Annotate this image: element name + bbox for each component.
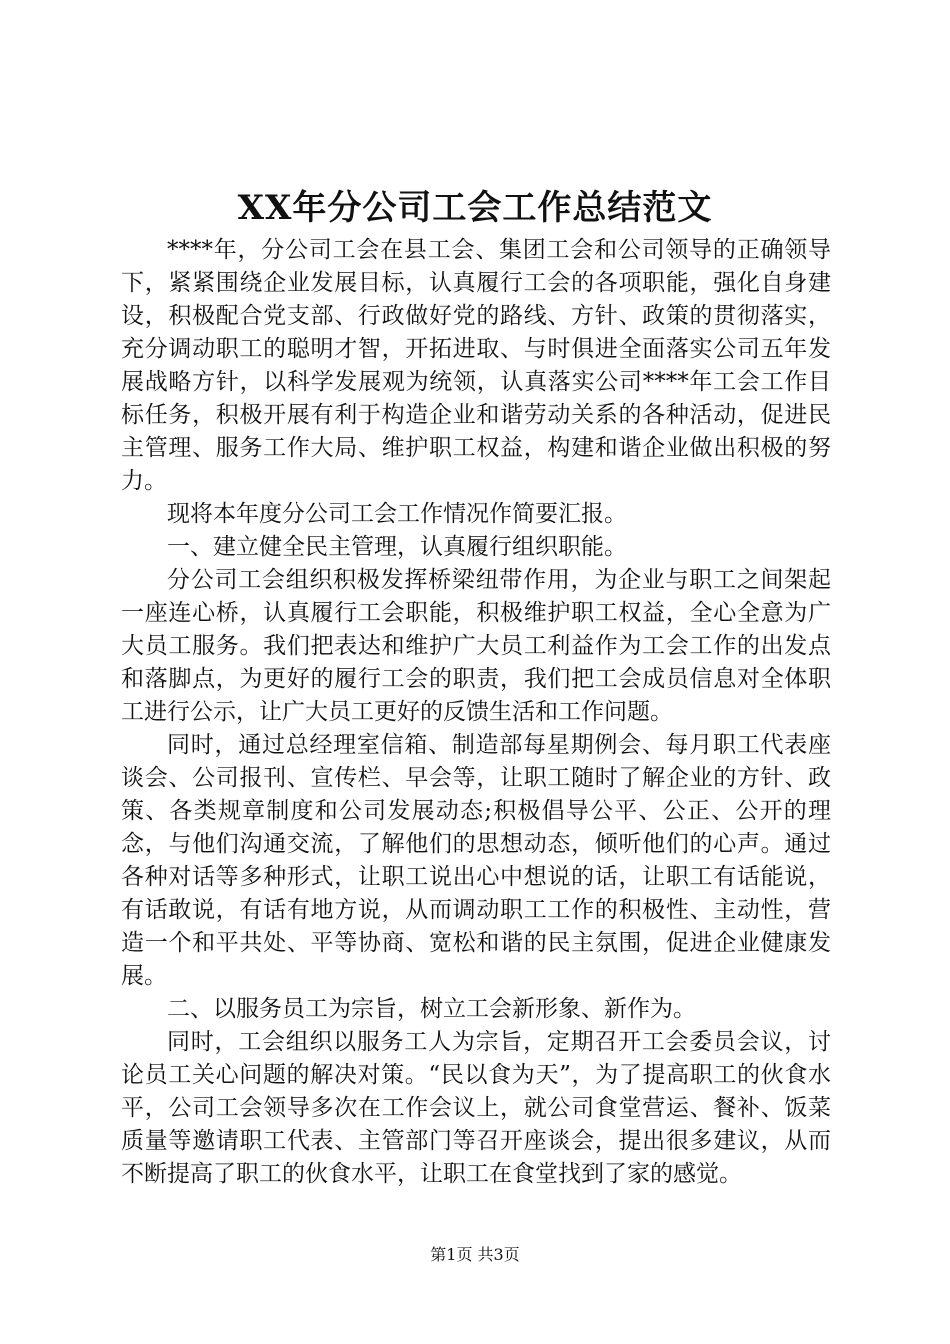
document-body: [121, 234, 831, 1191]
paragraph-section-1-b: 同时，通过总经理室信箱、制造部每星期例会、每月职工代表座谈会、公司报刊、宣传栏、早会等，让职工随时了解企业的方针、政策、各类规章制度和公司发展动态;积极倡导公平、公正、公开的理念，与他们沟通交流，了解他们的思想动态，倾听他们的心声。通过各种对话等多种形式，让职工说出心中想说的话，让职工有话能说，有话敢说，有话有地方说，从而调动职工工作的积极性、主动性，营造一个和平共处、平等协商、宽松和谐的民主氛围，促进企业健康发展。: [121, 732, 831, 989]
section-heading-2: 二、以服务员工为宗旨，树立工会新形象、新作为。: [167, 996, 696, 1022]
document-title: XX年分公司工会工作总结范文: [237, 188, 713, 228]
paragraph-summary-lead: 现将本年度分公司工会工作情况作简要汇报。: [167, 501, 627, 527]
paragraph-intro: ****年，分公司工会在县工会、集团工会和公司领导的正确领导下，紧紧围绕企业发展目标，认真履行工会的各项职能，强化自身建设，积极配合党支部、行政做好党的路线、方针、政策的贯彻落实，充分调动职工的聪明才智，开拓进取、与时俱进全面落实公司五年发展战略方针，以科学发展观为统领，认真落实公司****年工会工作目标任务，积极开展有利于构造企业和谐劳动关系的各种活动，促进民主管理、服务工作大局、维护职工权益，构建和谐企业做出积极的努力。: [121, 237, 831, 494]
paragraph-section-1-a: 分公司工会组织积极发挥桥梁纽带作用，为企业与职工之间架起一座连心桥，认真履行工会职能，积极维护职工权益，全心全意为广大员工服务。我们把表达和维护广大员工利益作为工会工作的出发点和落脚点，为更好的履行工会的职责，我们把工会成员信息对全体职工进行公示，让广大员工更好的反馈生活和工作问题。: [121, 567, 831, 725]
paragraph-section-2-a: 同时，工会组织以服务工人为宗旨，定期召开工会委员会议，讨论员工关心问题的解决对策。“民以食为天”，为了提高职工的伙食水平，公司工会领导多次在工作会议上，就公司食堂营运、餐补、饭菜质量等邀请职工代表、主管部门等召开座谈会，提出很多建议，从而不断提高了职工的伙食水平，让职工在食堂找到了家的感觉。: [121, 1029, 831, 1187]
page-footer: 第1页 共3页: [430, 1245, 520, 1264]
section-heading-1: 一、建立健全民主管理，认真履行组织职能。: [167, 534, 627, 560]
